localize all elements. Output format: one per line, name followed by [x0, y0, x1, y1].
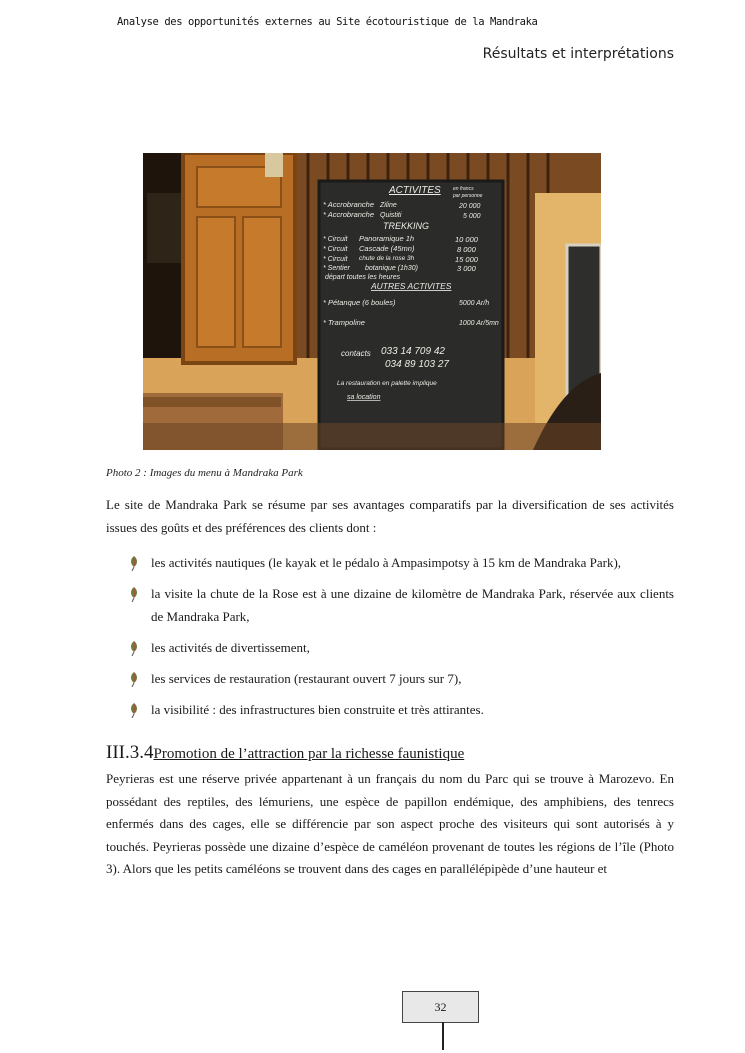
leaf-icon	[128, 555, 140, 571]
board-phone-1: 033 14 709 42	[381, 346, 445, 357]
list-item-text: la visite la chute de la Rose est à une dizaine de kilomètre de Mandraka Park, réservée aux clients de Mandraka Park,	[151, 586, 674, 624]
list-item-text: les services de restauration (restaurant ouvert 7 jours sur 7),	[151, 670, 462, 686]
board-circuit-1-desc: Panoramique 1h	[359, 234, 415, 243]
section-title: Promotion de l’attraction par la richesse faunistique	[153, 746, 465, 762]
list-item	[128, 637, 674, 660]
page-number: 32	[402, 991, 479, 1023]
board-subtitle-2: par personne	[453, 193, 483, 199]
board-acro-2-price: 5 000	[463, 213, 481, 220]
board-petanque-price: 5000 Ar/h	[459, 300, 490, 307]
board-petanque: * Pétanque (6 boules)	[323, 298, 396, 307]
section-header: Résultats et interprétations	[482, 46, 674, 62]
board-circuit-2-desc: Cascade (45mn)	[359, 244, 415, 253]
board-title: ACTIVITES	[389, 185, 441, 196]
body-paragraph: Peyrieras est une réserve privée appartenant à un français du nom du Parc qui se trouve à Marozevo. En possédant des reptiles, des lémuriens, une espèce de papillon endémique, des amphibiens, des tenrecs enfermés dans des cages, elle se différencie par son aspect proche des visiteurs qui sont autorisés à y touchés. Peyrieras possède une dizaine d’espèce de caméléon provenant de toutes les régions de l’île (Photo 3). Alors que les petits caméléons se trouvent dans des cages en parallélépipède d’une hauteur et	[106, 771, 674, 876]
page-number-divider	[442, 1022, 444, 1050]
board-trekking: TREKKING	[383, 221, 430, 231]
leaf-icon	[128, 702, 140, 718]
list-item	[128, 583, 674, 628]
list-item	[128, 699, 674, 722]
board-subtitle-1: en francs	[453, 186, 474, 192]
running-header: Analyse des opportunités externes au Site écotouristique de la Mandraka	[117, 16, 538, 28]
board-circuit-1: * Circuit	[323, 236, 348, 243]
board-circuit-3-desc: chute de la rose 3h	[359, 255, 415, 262]
board-acro-1: * Accrobranche	[323, 200, 374, 209]
photo-caption: Photo 2 : Images du menu à Mandraka Park	[106, 467, 303, 479]
board-circuit-2-price: 8 000	[457, 245, 476, 254]
board-acro-2-level: Quistiti	[380, 212, 402, 219]
board-autres: AUTRES ACTIVITES	[371, 281, 452, 291]
board-note-1: La restauration en palette implique	[337, 380, 437, 387]
section-heading	[106, 742, 464, 764]
board-note-2: sa location	[347, 394, 381, 401]
leaf-icon	[128, 671, 140, 687]
board-trampoline-price: 1000 Ar/5mn	[459, 320, 499, 327]
board-trampoline: * Trampoline	[323, 318, 365, 327]
board-contacts: contacts	[341, 349, 371, 358]
board-acro-1-level: Ziline	[380, 202, 397, 209]
section-number: III.3.4	[106, 742, 154, 763]
board-sentier-desc: botanique (1h30)	[365, 265, 418, 272]
list-item	[128, 552, 674, 575]
board-circuit-3-price: 15 000	[455, 255, 478, 264]
list-item	[128, 668, 674, 691]
photo-menu-mandraka-park	[143, 153, 601, 450]
board-sentier-price: 3 000	[457, 264, 476, 273]
board-circuit-1-price: 10 000	[455, 235, 478, 244]
list-item-text: les activités de divertissement,	[151, 639, 310, 655]
list-item-text: les activités nautiques (le kayak et le pédalo à Ampasimpotsy à 15 km de Mandraka Park),	[151, 555, 622, 570]
board-acro-1-price: 20 000	[459, 203, 481, 210]
board-circuit-2: * Circuit	[323, 246, 348, 253]
advantages-list	[128, 552, 674, 730]
intro-paragraph: Le site de Mandraka Park se résume par ses avantages comparatifs par la diversification de ses activités issues des goûts et des préférences des clients dont :	[106, 497, 674, 535]
board-sentier: * Sentier	[323, 265, 350, 272]
board-circuit-3: * Circuit	[323, 256, 348, 263]
leaf-icon	[128, 640, 140, 656]
list-item-text: la visibilité : des infrastructures bien construite et très attirantes.	[151, 701, 484, 717]
leaf-icon	[128, 586, 140, 602]
board-acro-2: * Accrobranche	[323, 210, 374, 219]
board-depart: départ toutes les heures	[325, 274, 401, 281]
board-phone-2: 034 89 103 27	[385, 359, 449, 370]
